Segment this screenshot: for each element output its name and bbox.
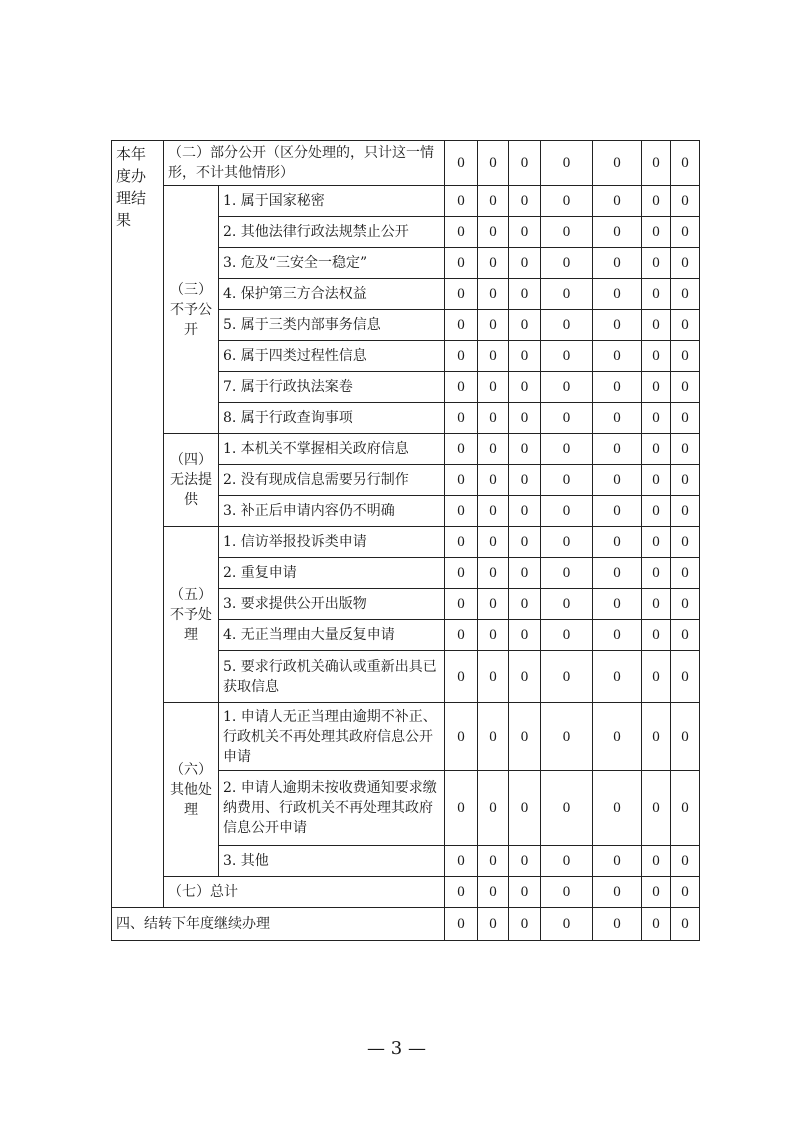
value-cell: 0 [445, 846, 478, 877]
value-cell: 0 [478, 496, 509, 527]
row-label: 1. 本机关不掌握相关政府信息 [219, 434, 445, 465]
value-cell: 0 [671, 434, 700, 465]
row-label: 2. 其他法律行政法规禁止公开 [219, 217, 445, 248]
value-cell: 0 [541, 620, 593, 651]
value-cell: 0 [642, 434, 671, 465]
value-cell: 0 [541, 141, 593, 186]
value-cell: 0 [541, 310, 593, 341]
value-cell: 0 [671, 186, 700, 217]
value-cell: 0 [593, 651, 642, 703]
value-cell: 0 [541, 558, 593, 589]
value-cell: 0 [593, 141, 642, 186]
value-cell: 0 [593, 279, 642, 310]
value-cell: 0 [445, 372, 478, 403]
value-cell: 0 [445, 248, 478, 279]
value-cell: 0 [445, 558, 478, 589]
value-cell: 0 [541, 217, 593, 248]
value-cell: 0 [509, 846, 541, 877]
group-label: （三）不予公开 [164, 186, 219, 434]
value-cell: 0 [509, 310, 541, 341]
group-label: （四）无法提供 [164, 434, 219, 527]
value-cell: 0 [445, 217, 478, 248]
value-cell: 0 [445, 434, 478, 465]
row-label: 4. 保护第三方合法权益 [219, 279, 445, 310]
value-cell: 0 [593, 248, 642, 279]
value-cell: 0 [671, 403, 700, 434]
value-cell: 0 [478, 186, 509, 217]
row-label: 6. 属于四类过程性信息 [219, 341, 445, 372]
value-cell: 0 [541, 186, 593, 217]
value-cell: 0 [541, 434, 593, 465]
value-cell: 0 [541, 248, 593, 279]
value-cell: 0 [509, 496, 541, 527]
table-row [112, 527, 700, 558]
value-cell: 0 [642, 527, 671, 558]
value-cell: 0 [541, 341, 593, 372]
value-cell: 0 [478, 558, 509, 589]
value-cell: 0 [642, 877, 671, 908]
value-cell: 0 [671, 846, 700, 877]
value-cell: 0 [509, 908, 541, 941]
row-label: 1. 属于国家秘密 [219, 186, 445, 217]
value-cell: 0 [445, 341, 478, 372]
value-cell: 0 [642, 341, 671, 372]
value-cell: 0 [642, 589, 671, 620]
value-cell: 0 [445, 703, 478, 771]
value-cell: 0 [593, 620, 642, 651]
value-cell: 0 [642, 558, 671, 589]
value-cell: 0 [445, 141, 478, 186]
value-cell: 0 [541, 877, 593, 908]
value-cell: 0 [671, 558, 700, 589]
value-cell: 0 [509, 434, 541, 465]
value-cell: 0 [541, 403, 593, 434]
value-cell: 0 [671, 771, 700, 846]
value-cell: 0 [445, 186, 478, 217]
value-cell: 0 [509, 141, 541, 186]
value-cell: 0 [642, 651, 671, 703]
value-cell: 0 [642, 141, 671, 186]
value-cell: 0 [541, 771, 593, 846]
value-cell: 0 [541, 279, 593, 310]
value-cell: 0 [478, 877, 509, 908]
value-cell: 0 [671, 620, 700, 651]
value-cell: 0 [478, 703, 509, 771]
value-cell: 0 [593, 496, 642, 527]
value-cell: 0 [593, 527, 642, 558]
value-cell: 0 [445, 310, 478, 341]
value-cell: 0 [445, 465, 478, 496]
row-label: 8. 属于行政查询事项 [219, 403, 445, 434]
value-cell: 0 [593, 434, 642, 465]
value-cell: 0 [671, 217, 700, 248]
row-label: 2. 申请人逾期未按收费通知要求缴纳费用、行政机关不再处理其政府信息公开申请 [219, 771, 445, 846]
value-cell: 0 [593, 372, 642, 403]
value-cell: 0 [445, 589, 478, 620]
value-cell: 0 [593, 217, 642, 248]
value-cell: 0 [671, 310, 700, 341]
value-cell: 0 [478, 846, 509, 877]
value-cell: 0 [445, 651, 478, 703]
value-cell: 0 [478, 651, 509, 703]
value-cell: 0 [478, 248, 509, 279]
value-cell: 0 [642, 186, 671, 217]
value-cell: 0 [593, 558, 642, 589]
value-cell: 0 [509, 186, 541, 217]
value-cell: 0 [642, 771, 671, 846]
value-cell: 0 [541, 589, 593, 620]
value-cell: 0 [642, 846, 671, 877]
value-cell: 0 [671, 372, 700, 403]
value-cell: 0 [509, 279, 541, 310]
value-cell: 0 [478, 279, 509, 310]
value-cell: 0 [593, 341, 642, 372]
value-cell: 0 [642, 908, 671, 941]
table-row [112, 434, 700, 465]
group-label: （五）不予处理 [164, 527, 219, 703]
value-cell: 0 [671, 651, 700, 703]
value-cell: 0 [478, 434, 509, 465]
value-cell: 0 [478, 465, 509, 496]
value-cell: 0 [671, 589, 700, 620]
value-cell: 0 [642, 248, 671, 279]
value-cell: 0 [478, 372, 509, 403]
value-cell: 0 [478, 217, 509, 248]
value-cell: 0 [541, 496, 593, 527]
value-cell: 0 [642, 703, 671, 771]
row-label: 5. 属于三类内部事务信息 [219, 310, 445, 341]
value-cell: 0 [445, 496, 478, 527]
value-cell: 0 [478, 310, 509, 341]
value-cell: 0 [478, 908, 509, 941]
value-cell: 0 [509, 217, 541, 248]
value-cell: 0 [445, 620, 478, 651]
value-cell: 0 [593, 465, 642, 496]
row-label: 7. 属于行政执法案卷 [219, 372, 445, 403]
value-cell: 0 [642, 279, 671, 310]
value-cell: 0 [642, 310, 671, 341]
value-cell: 0 [671, 877, 700, 908]
value-cell: 0 [642, 465, 671, 496]
value-cell: 0 [642, 372, 671, 403]
value-cell: 0 [541, 465, 593, 496]
value-cell: 0 [509, 341, 541, 372]
row-label: 3. 要求提供公开出版物 [219, 589, 445, 620]
row-label: 3. 补正后申请内容仍不明确 [219, 496, 445, 527]
value-cell: 0 [671, 908, 700, 941]
value-cell: 0 [509, 703, 541, 771]
table-row [112, 877, 700, 908]
table-row [112, 141, 700, 186]
value-cell: 0 [642, 620, 671, 651]
row-label: 1. 申请人无正当理由逾期不补正、行政机关不再处理其政府信息公开申请 [219, 703, 445, 771]
row-label: （二）部分公开（区分处理的，只计这一情形，不计其他情形） [164, 141, 445, 186]
value-cell: 0 [478, 403, 509, 434]
value-cell: 0 [642, 403, 671, 434]
value-cell: 0 [445, 771, 478, 846]
value-cell: 0 [509, 248, 541, 279]
table-row [112, 703, 700, 771]
value-cell: 0 [671, 527, 700, 558]
value-cell: 0 [509, 403, 541, 434]
value-cell: 0 [478, 771, 509, 846]
value-cell: 0 [671, 279, 700, 310]
value-cell: 0 [445, 877, 478, 908]
value-cell: 0 [509, 771, 541, 846]
row-label: 1. 信访举报投诉类申请 [219, 527, 445, 558]
row-label: 5. 要求行政机关确认或重新出具已获取信息 [219, 651, 445, 703]
value-cell: 0 [671, 465, 700, 496]
row-label: 2. 重复申请 [219, 558, 445, 589]
value-cell: 0 [593, 310, 642, 341]
value-cell: 0 [642, 496, 671, 527]
value-cell: 0 [478, 341, 509, 372]
value-cell: 0 [541, 372, 593, 403]
table-row [112, 908, 700, 941]
row-label: 3. 其他 [219, 846, 445, 877]
row-label: （七）总计 [164, 877, 445, 908]
value-cell: 0 [509, 589, 541, 620]
value-cell: 0 [478, 141, 509, 186]
value-cell: 0 [509, 877, 541, 908]
value-cell: 0 [593, 771, 642, 846]
row-label: 四、结转下年度继续办理 [112, 908, 445, 941]
value-cell: 0 [445, 279, 478, 310]
table-row [112, 186, 700, 217]
value-cell: 0 [541, 703, 593, 771]
value-cell: 0 [541, 527, 593, 558]
value-cell: 0 [541, 908, 593, 941]
value-cell: 0 [478, 527, 509, 558]
value-cell: 0 [593, 908, 642, 941]
value-cell: 0 [593, 186, 642, 217]
value-cell: 0 [445, 527, 478, 558]
value-cell: 0 [478, 589, 509, 620]
section-label: 本年度办理结果 [112, 141, 164, 908]
value-cell: 0 [509, 372, 541, 403]
value-cell: 0 [642, 217, 671, 248]
value-cell: 0 [593, 589, 642, 620]
value-cell: 0 [509, 651, 541, 703]
row-label: 2. 没有现成信息需要另行制作 [219, 465, 445, 496]
statistics-table [111, 140, 700, 941]
value-cell: 0 [509, 465, 541, 496]
value-cell: 0 [671, 141, 700, 186]
value-cell: 0 [671, 703, 700, 771]
value-cell: 0 [671, 496, 700, 527]
row-label: 4. 无正当理由大量反复申请 [219, 620, 445, 651]
value-cell: 0 [671, 248, 700, 279]
value-cell: 0 [593, 403, 642, 434]
page-number: — 3 — [367, 1038, 426, 1059]
value-cell: 0 [541, 846, 593, 877]
value-cell: 0 [593, 877, 642, 908]
group-label: （六）其他处理 [164, 703, 219, 877]
value-cell: 0 [593, 703, 642, 771]
value-cell: 0 [509, 620, 541, 651]
value-cell: 0 [509, 527, 541, 558]
row-label: 3. 危及“三安全一稳定” [219, 248, 445, 279]
value-cell: 0 [593, 846, 642, 877]
value-cell: 0 [509, 558, 541, 589]
value-cell: 0 [671, 341, 700, 372]
value-cell: 0 [541, 651, 593, 703]
value-cell: 0 [478, 620, 509, 651]
value-cell: 0 [445, 908, 478, 941]
value-cell: 0 [445, 403, 478, 434]
